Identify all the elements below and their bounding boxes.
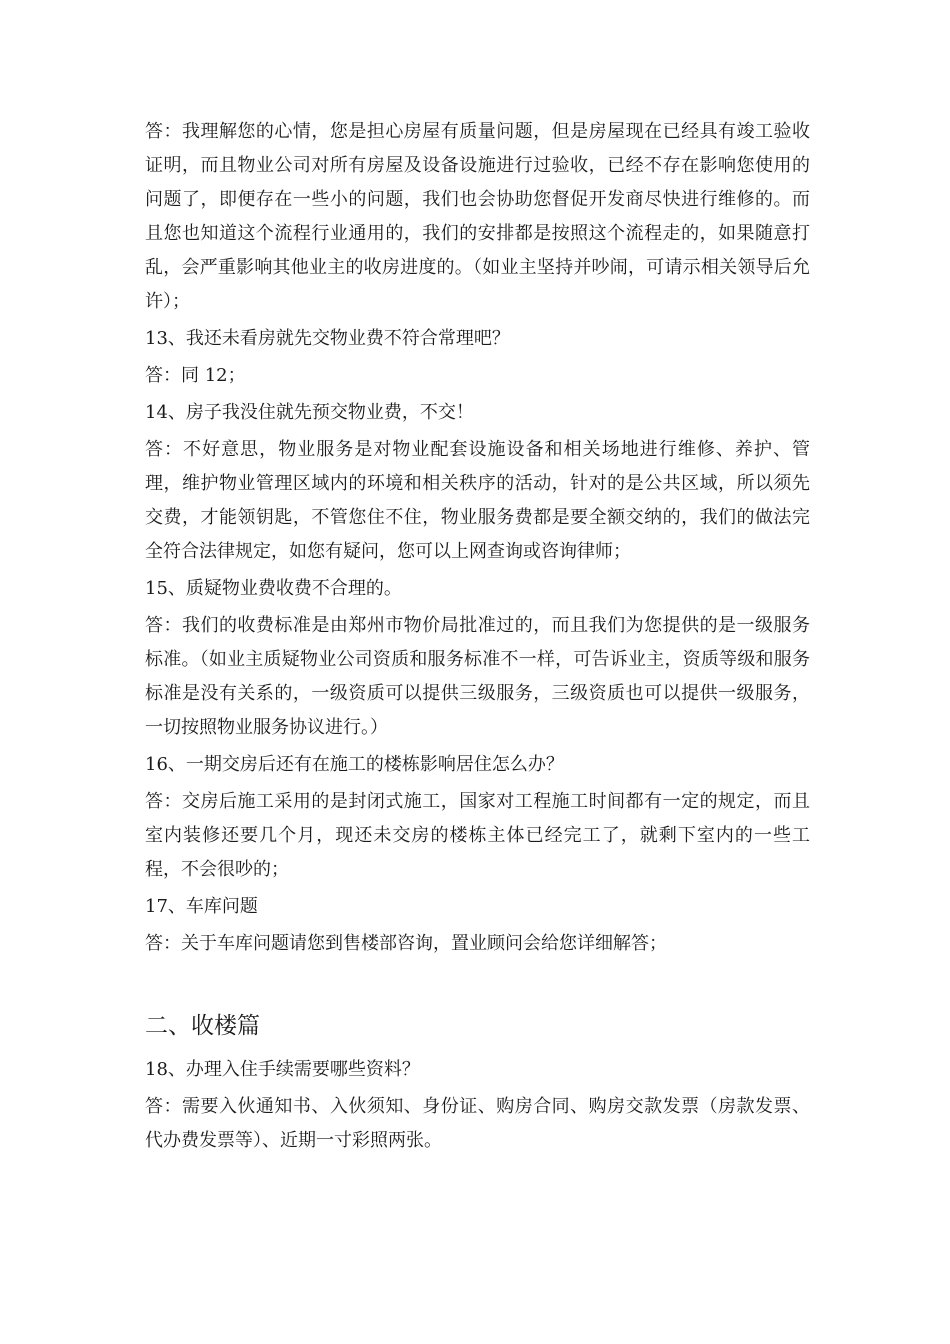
question-18: 18、办理入住手续需要哪些资料？ [145, 1059, 420, 1080]
answer-13: 答：同 12； [145, 365, 246, 386]
question-13: 13、我还未看房就先交物业费不符合常理吧？ [145, 328, 510, 349]
question-16: 16、一期交房后还有在施工的楼栋影响居住怎么办？ [145, 754, 564, 775]
question-15: 15、质疑物业费收费不合理的。 [145, 578, 402, 599]
answer-18: 答：需要入伙通知书、入伙须知、身份证、购房合同、购房交款发票（房款发票、代办费发票等）、近期一寸彩照两张。 [145, 1096, 810, 1151]
answer-paragraph: 答：我理解您的心情，您是担心房屋有质量问题，但是房屋现在已经具有竣工验收证明，而且物业公司对所有房屋及设备设施进行过验收，已经不存在影响您使用的问题了，即便存在一些小的问题，我们也会协助您督促开发商尽快进行维修的。而且您也知道这个流程行业通用的，我们的安排都是按照这个流程走的，如果随意打乱，会严重影响其他业主的收房进度的。（如业主坚持并吵闹，可请示相关领导后允许）； [145, 121, 810, 312]
answer-16: 答：交房后施工采用的是封闭式施工，国家对工程施工时间都有一定的规定，而且室内装修还要几个月，现还未交房的楼栋主体已经完工了，就剩下室内的一些工程，不会很吵的； [145, 791, 810, 880]
question-14: 14、房子我没住就先预交物业费，不交！ [145, 402, 474, 423]
answer-14: 答：不好意思，物业服务是对物业配套设施设备和相关场地进行维修、养护、管理，维护物业管理区域内的环境和相关秩序的活动，针对的是公共区域，所以须先交费，才能领钥匙，不管您住不住，物业服务费都是要全额交纳的，我们的做法完全符合法律规定，如您有疑问，您可以上网查询或咨询律师； [145, 439, 810, 562]
answer-17: 答：关于车库问题请您到售楼部咨询，置业顾问会给您详细解答； [145, 933, 667, 954]
question-17: 17、车库问题 [145, 896, 258, 917]
document-page [145, 115, 810, 1161]
section-heading: 二、收楼篇 [145, 1013, 260, 1039]
answer-15: 答：我们的收费标准是由郑州市物价局批准过的，而且我们为您提供的是一级服务标准。（如业主质疑物业公司资质和服务标准不一样，可告诉业主，资质等级和服务标准是没有关系的，一级资质可以提供三级服务，三级资质也可以提供一级服务，一切按照物业服务协议进行。） [145, 615, 810, 738]
